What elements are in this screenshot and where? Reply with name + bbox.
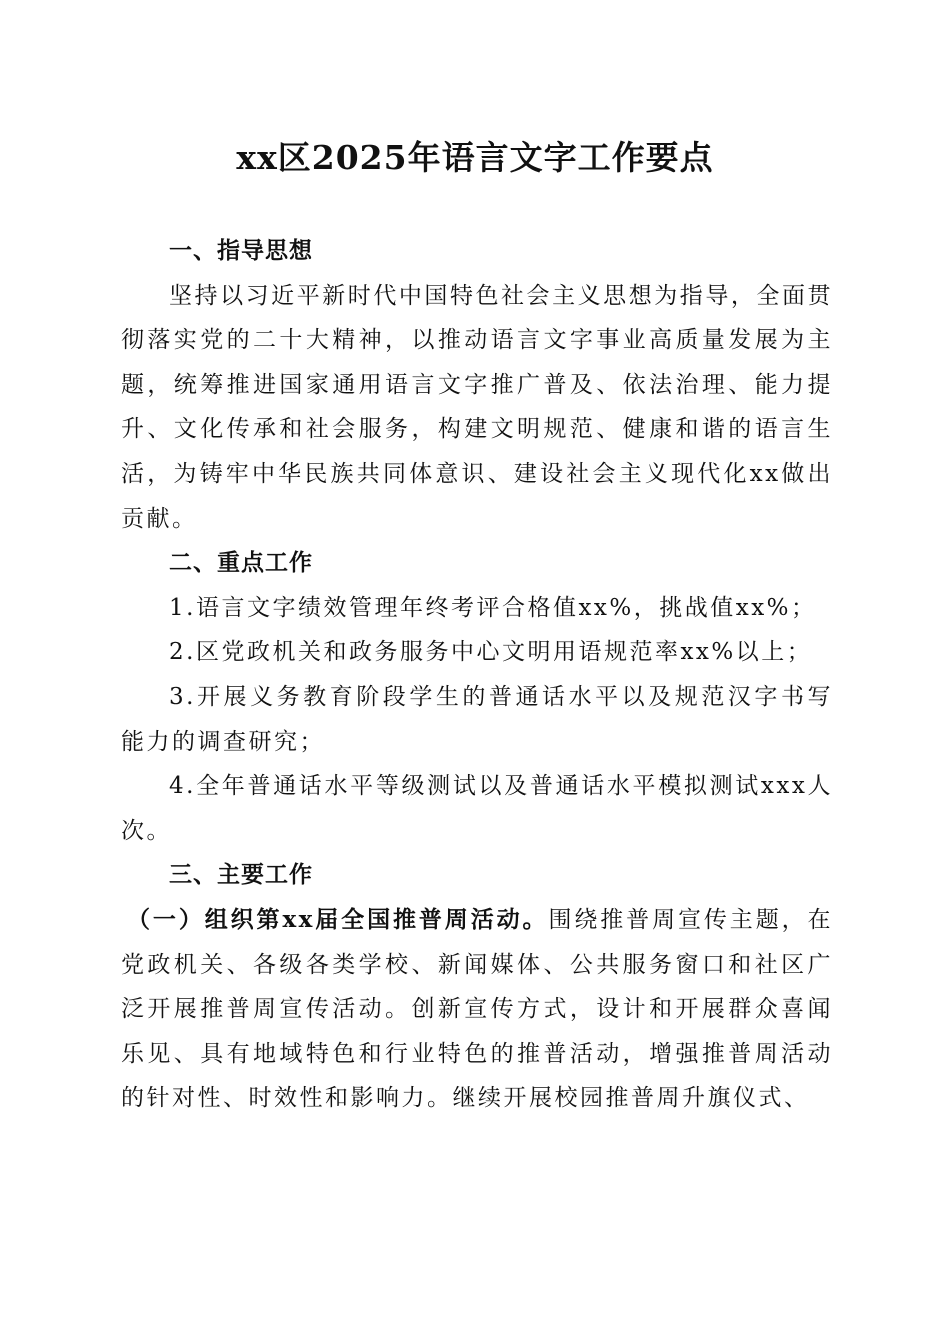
main-work-sub1-paragraph: [121, 898, 833, 1121]
section-heading-guiding-ideology: 一、指导思想: [169, 238, 313, 264]
guiding-ideology-paragraph: 坚持以习近平新时代中国特色社会主义思想为指导，全面贯彻落实党的二十大精神，以推动语言文字事业高质量发展为主题，统筹推进国家通用语言文字推广普及、依法治理、能力提升、文化传承和社会服务，构建文明规范、健康和谐的语言生活，为铸牢中华民族共同体意识、建设社会主义现代化xx做出贡献。: [121, 282, 833, 532]
key-work-item-4: 4.全年普通话水平等级测试以及普通话水平模拟测试xxx人次。: [121, 773, 833, 844]
main-work-sub1-text: 围绕推普周宣传主题，在党政机关、各级各类学校、新闻媒体、公共服务窗口和社区广泛开展推普周宣传活动。创新宣传方式，设计和开展群众喜闻乐见、具有地域特色和行业特色的推普活动，增强推普周活动的针对性、时效性和影响力。继续开展校园推普周升旗仪式、: [121, 906, 833, 1112]
key-work-item-2: 2.区党政机关和政务服务中心文明用语规范率xx%以上；: [169, 639, 813, 666]
key-work-item-3: 3.开展义务教育阶段学生的普通话水平以及规范汉字书写能力的调查研究；: [121, 683, 833, 755]
section-heading-main-work: 三、主要工作: [169, 862, 313, 889]
document-body: [121, 229, 833, 1121]
main-work-sub1-lead: （一）组织第xx届全国推普周活动。: [127, 905, 549, 933]
key-work-item-1: 1.语言文字绩效管理年终考评合格值xx%，挑战值xx%；: [169, 594, 817, 621]
document-title: xx区2025年语言文字工作要点: [236, 138, 714, 177]
section-heading-key-work: 二、重点工作: [169, 550, 313, 577]
